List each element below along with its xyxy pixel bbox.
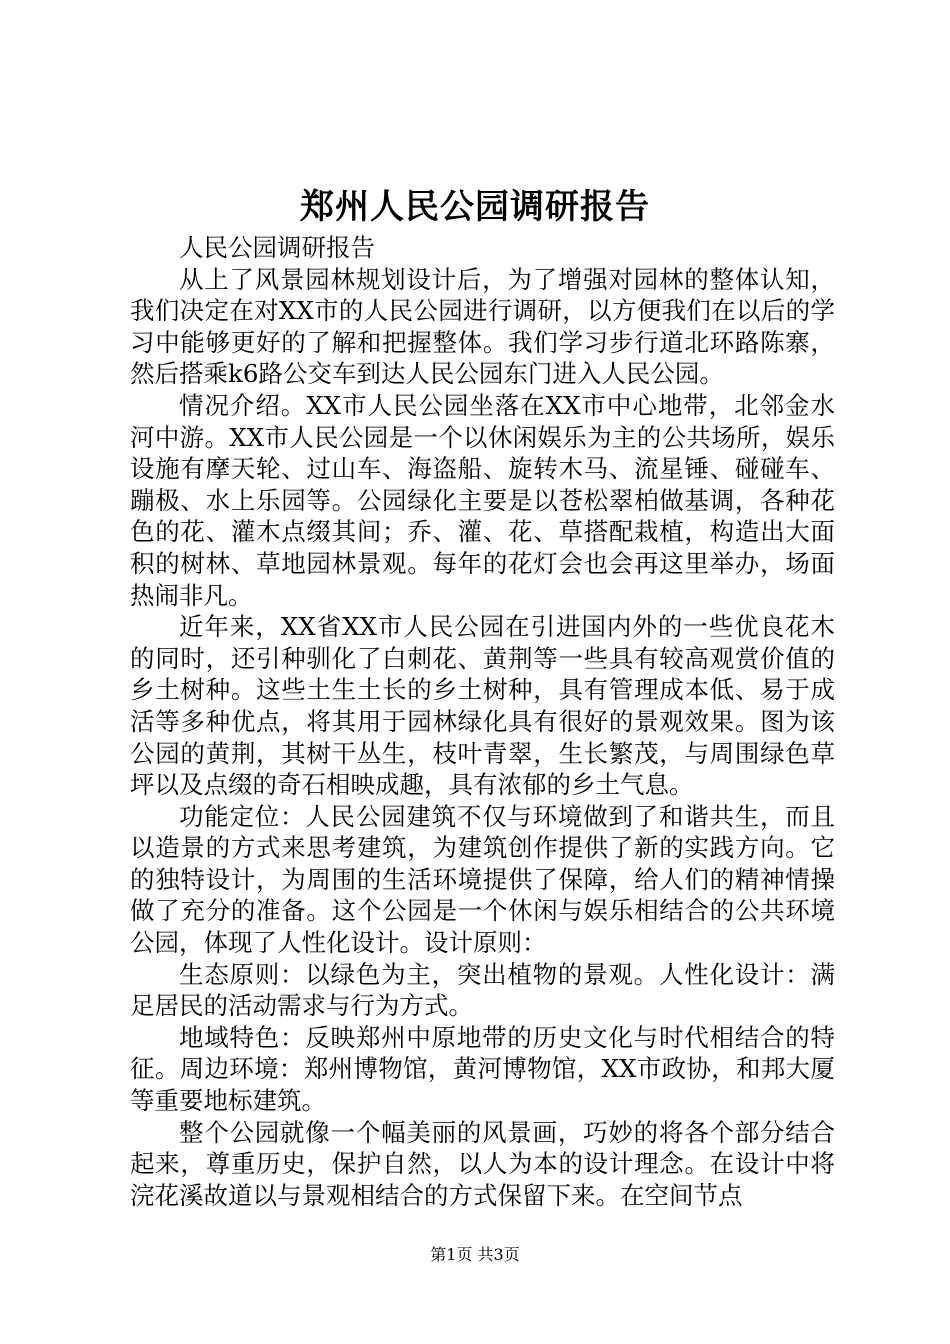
paragraph-intro: 从上了风景园林规划设计后，为了增强对园林的整体认知，我们决定在对XX市的人民公园进行调研，以方便我们在以后的学习中能够更好的了解和把握整体。我们学习步行道北环路陈寨，然后搭乘k6路公交车到达人民公园东门进入人民公园。 [130, 264, 835, 389]
document-body [130, 232, 835, 1211]
paragraph-regional: 地域特色：反映郑州中原地带的历史文化与时代相结合的特征。周边环境：郑州博物馆，黄河博物馆，XX市政协，和邦大厦等重要地标建筑。 [130, 1022, 835, 1116]
paragraph-recent-years: 近年来，XX省XX市人民公园在引进国内外的一些优良花木的同时，还引种驯化了白刺花、黄荆等一些具有较高观赏价值的乡土树种。这些土生土长的乡土树种，具有管理成本低、易于成活等多种优点，将其用于园林绿化具有很好的景观效果。图为该公园的黄荆，其树干丛生，枝叶青翠，生长繁茂，与周围绿色草坪以及点缀的奇石相映成趣，具有浓郁的乡土气息。 [130, 612, 835, 800]
document-title: 郑州人民公园调研报告 [300, 187, 650, 227]
paragraph-overall: 整个公园就像一个幅美丽的风景画，巧妙的将各个部分结合起来，尊重历史，保护自然，以人为本的设计理念。在设计中将浣花溪故道以与景观相结合的方式保留下来。在空间节点 [130, 1117, 835, 1210]
paragraph-ecology: 生态原则：以绿色为主，突出植物的景观。人性化设计：满足居民的活动需求与行为方式。 [130, 959, 835, 1021]
paragraph-function: 功能定位：人民公园建筑不仅与环境做到了和谐共生，而且以造景的方式来思考建筑，为建筑创作提供了新的实践方向。它的独特设计，为周围的生活环境提供了保障，给人们的精神情操做了充分的准备。这个公园是一个休闲与娱乐相结合的公共环境公园，体现了人性化设计。设计原则： [130, 801, 835, 958]
paragraph-subtitle: 人民公园调研报告 [179, 233, 375, 262]
page-number: 第1页 共3页 [430, 1245, 520, 1264]
paragraph-situation: 情况介绍。XX市人民公园坐落在XX市中心地带，北邻金水河中游。XX市人民公园是一个以休闲娱乐为主的公共场所，娱乐设施有摩天轮、过山车、海盗船、旋转木马、流星锤、碰碰车、蹦极、水上乐园等。公园绿化主要是以苍松翠柏做基调，各种花色的花、灌木点缀其间；乔、灌、花、草搭配栽植，构造出大面积的树林、草地园林景观。每年的花灯会也会再这里举办，场面热闹非凡。 [130, 390, 835, 610]
